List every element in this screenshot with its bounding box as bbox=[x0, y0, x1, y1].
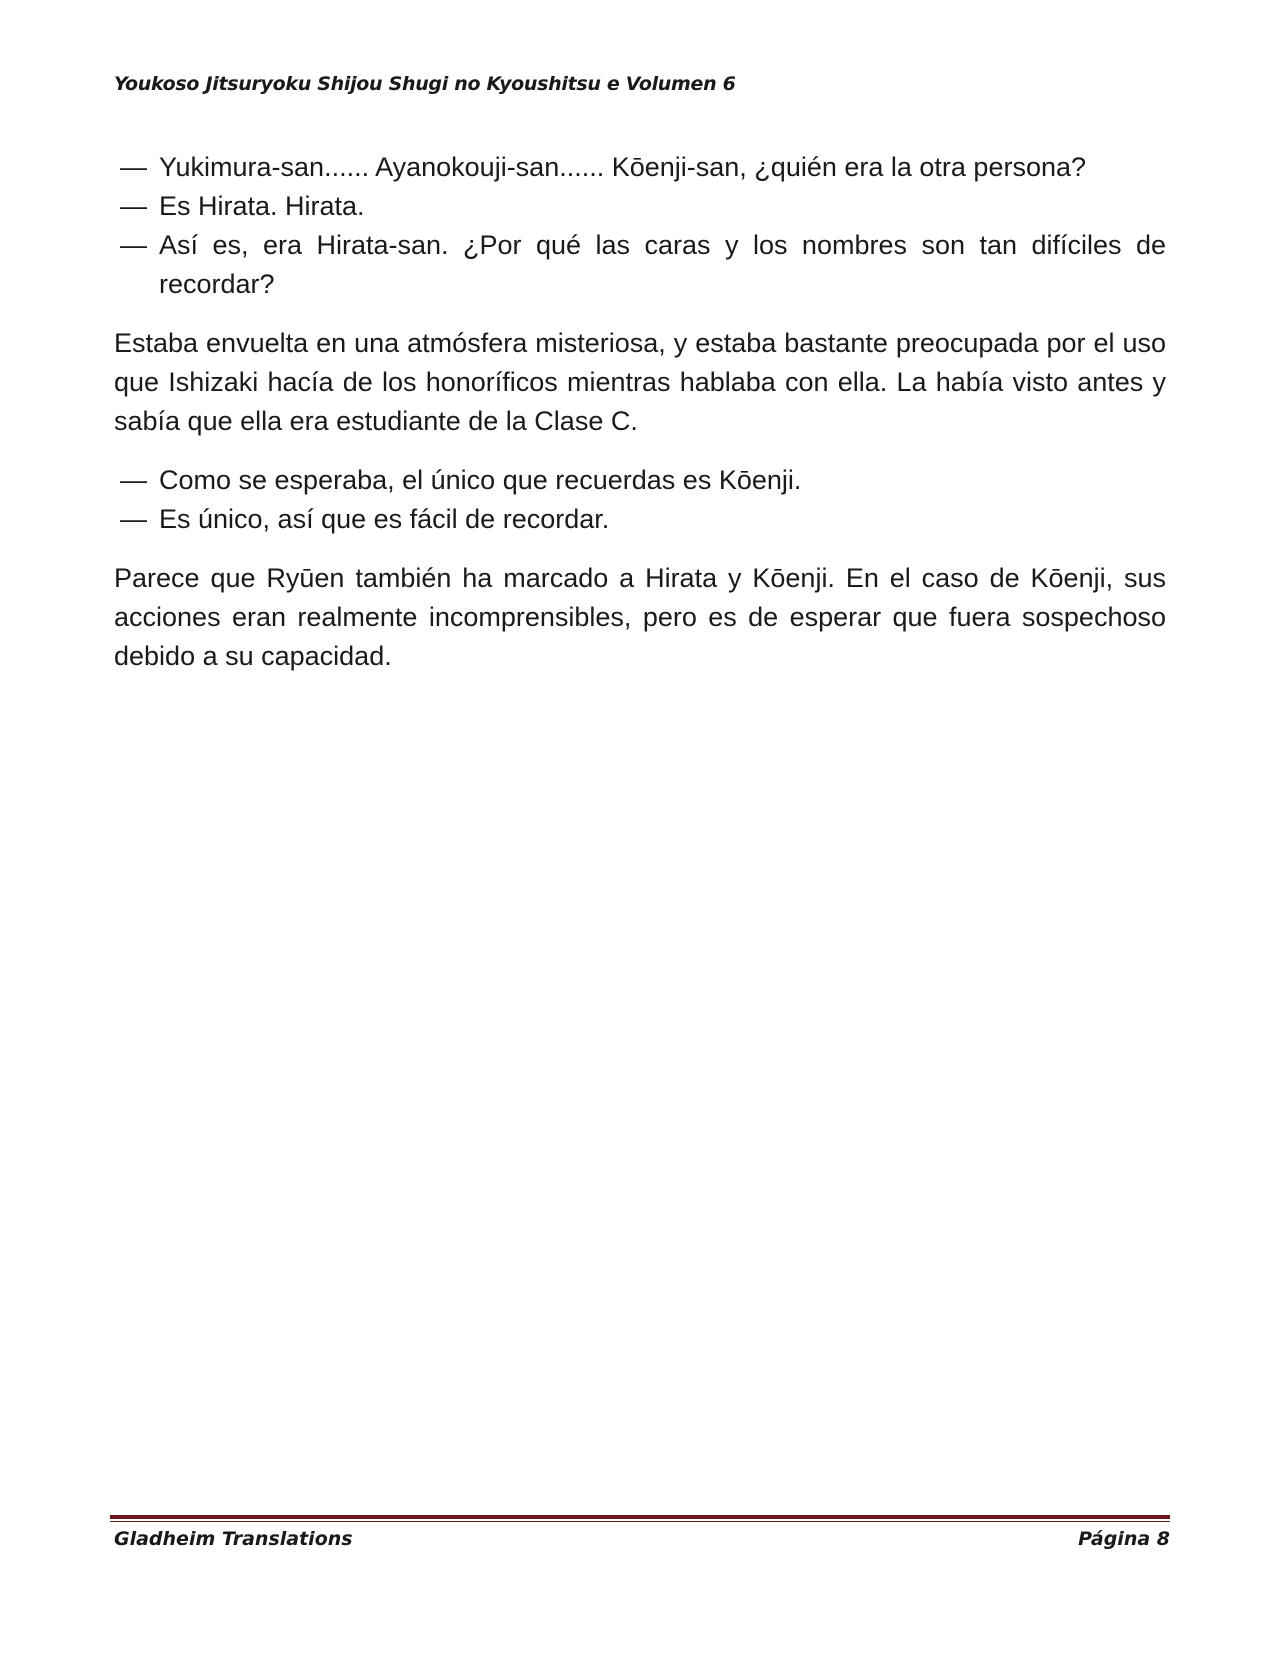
dialogue-text: Como se esperaba, el único que recuerdas es Kōenji. bbox=[159, 465, 802, 495]
page-number: Página 8 bbox=[1078, 1528, 1170, 1550]
em-dash: — bbox=[120, 465, 147, 495]
page-content bbox=[114, 148, 1166, 696]
dialogue-text: Yukimura-san...... Ayanokouji-san...... Kōenji-san, ¿quién era la otra persona? bbox=[159, 152, 1087, 182]
narrative-paragraph: Parece que Ryūen también ha marcado a Hirata y Kōenji. En el caso de Kōenji, sus acciones eran realmente incomprensibles, pero es de esperar que fuera sospechoso debido a su capacidad. bbox=[114, 563, 1166, 671]
footer-divider-thin bbox=[110, 1521, 1170, 1522]
dialogue-line bbox=[114, 461, 1166, 500]
dialogue-line bbox=[114, 226, 1166, 304]
footer-divider bbox=[110, 1515, 1170, 1519]
em-dash: — bbox=[120, 504, 147, 534]
em-dash: — bbox=[120, 230, 147, 260]
dialogue-text: Es único, así que es fácil de recordar. bbox=[159, 504, 610, 534]
dialogue-line bbox=[114, 500, 1166, 539]
narrative-paragraph: Estaba envuelta en una atmósfera misteriosa, y estaba bastante preocupada por el uso que Ishizaki hacía de los honoríficos mientras hablaba con ella. La había visto antes y sabía que ella era estudiante de la Clase C. bbox=[114, 328, 1166, 436]
dialogue-text: Así es, era Hirata-san. ¿Por qué las caras y los nombres son tan difíciles de recordar? bbox=[159, 230, 1166, 299]
running-header: Youkoso Jitsuryoku Shijou Shugi no Kyoushitsu e Volumen 6 bbox=[114, 73, 736, 95]
dialogue-block-1 bbox=[114, 148, 1166, 304]
footer-credit: Gladheim Translations bbox=[114, 1528, 353, 1550]
dialogue-line bbox=[114, 187, 1166, 226]
dialogue-line bbox=[114, 148, 1166, 187]
dialogue-block-2 bbox=[114, 461, 1166, 539]
em-dash: — bbox=[120, 191, 147, 221]
dialogue-text: Es Hirata. Hirata. bbox=[159, 191, 365, 221]
em-dash: — bbox=[120, 152, 147, 182]
